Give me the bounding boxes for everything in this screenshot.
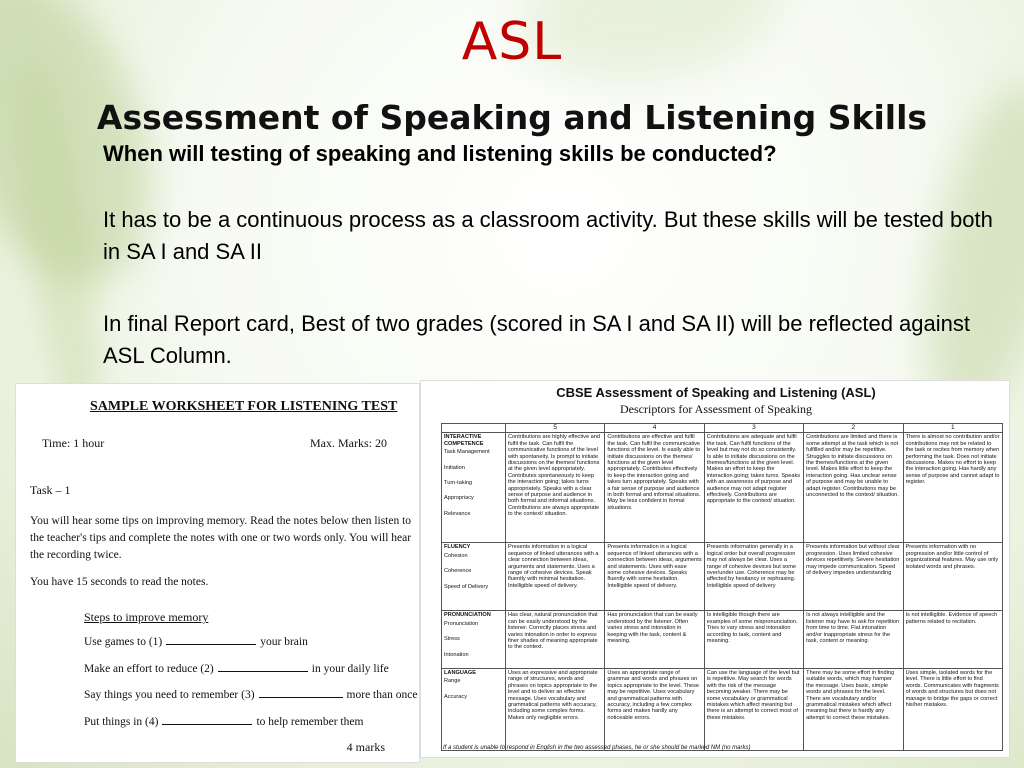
table-row <box>442 611 1003 669</box>
body-paragraph: In final Report card, Best of two grades (scored in SA I and SA II) will be reflected against ASL Column. <box>103 311 971 368</box>
worksheet-line <box>84 689 417 701</box>
answer-blank <box>259 697 343 698</box>
criterion: Appropriacy <box>444 495 474 502</box>
cbse-descriptor-table-image <box>420 380 1010 758</box>
table-header-row <box>442 424 1003 433</box>
row-heading: FLUENCY <box>444 544 471 551</box>
table-cell: Uses an expressive and appropriate range of structures, words and phrases on topics appropriate to the level and to deliver an effective message. Uses vocabulary and grammatical patterns with accuracy, including some complex forms. Makes only negligible errors. <box>506 669 605 751</box>
worksheet-reading-time: You have 15 seconds to read the notes. <box>30 576 209 588</box>
cbse-subtitle: Descriptors for Assessment of Speaking <box>620 402 812 416</box>
answer-blank <box>218 671 308 672</box>
worksheet-marks: 4 marks <box>346 740 385 754</box>
worksheet-task: Task – 1 <box>30 483 71 497</box>
line-suffix: to help remember them <box>256 716 364 728</box>
cbse-title: CBSE Assessment of Speaking and Listening (ASL) <box>556 385 876 400</box>
line-prefix: Use games to (1) <box>84 636 163 648</box>
column-header: 4 <box>605 424 704 433</box>
slide-subtitle: Assessment of Speaking and Listening Skills <box>96 98 928 137</box>
line-suffix: in your daily life <box>311 663 389 675</box>
worksheet-time: Time: 1 hour <box>42 436 105 450</box>
table-cell: Presents information with no progression and/or little control of organizational features. May use only isolated words and phrases. <box>903 543 1002 611</box>
descriptor-table <box>441 423 1003 751</box>
table-row <box>442 433 1003 543</box>
table-cell: Presents information generally in a logical order but overall progression may not always be clear. Uses a range of cohesive devices but some over/under use. Coherence may be affected by hesitancy or rephrasing. Intelligible speed of delivery <box>704 543 803 611</box>
table-cell: Presents information in a logical sequence of linked utterances with a connection between ideas, arguments and statements. Uses with ease some cohesive devices. Speaks fluently with some hesitation. Intelligible speed of delivery. <box>605 543 704 611</box>
criterion: Coherence <box>444 568 472 575</box>
worksheet-line <box>84 663 389 675</box>
answer-blank <box>166 644 256 645</box>
row-heading: LANGUAGE <box>444 670 477 677</box>
criterion: Intonation <box>444 651 469 658</box>
line-prefix: Say things you need to remember (3) <box>84 689 255 701</box>
table-cell: There may be some effort in finding suitable words, which may hamper the message. Uses basic, simple words and phrases for the level. There are vocabulary and/or grammatical mistakes which affect meaning but there is hardly any attempt to correct these mistakes. <box>804 669 903 751</box>
criterion: Initiation <box>444 464 465 471</box>
table-cell: Presents information but without clear progression. Uses limited cohesive devices repetitively. Severe hesitation may impede communication. Speed of delivery impedes understanding <box>804 543 903 611</box>
line-suffix: more than once <box>346 689 418 701</box>
worksheet-instructions: You will hear some tips on improving memory. Read the notes below then listen to the teacher's tips and complete the notes with one or two words only. You will hear the recording twice. <box>30 515 412 561</box>
column-header <box>442 424 506 433</box>
table-cell: Is not intelligible. Evidence of speech patterns related to recitation. <box>903 611 1002 669</box>
criterion: Task Management <box>444 449 490 456</box>
column-header: 2 <box>804 424 903 433</box>
row-heading: PRONUNCIATION <box>444 612 491 619</box>
criterion: Speed of Delivery <box>444 583 489 590</box>
line-prefix: Make an effort to reduce (2) <box>84 663 214 675</box>
table-cell: Has clear, natural pronunciation that can be easily understood by the listener. Correctly places stress and varies intonation in order to express finer shades of meaning appropriate to the context. <box>506 611 605 669</box>
line-suffix: your brain <box>260 636 308 648</box>
criterion: Turn-taking <box>444 480 473 487</box>
line-prefix: Put things in (4) <box>84 716 159 728</box>
table-cell: Contributions are limited and there is some attempt at the task which is not fulfilled and/or may be repetitive. Struggles to initiate discussions on the themes/functions at the given level. Makes little effort to keep the interaction going. Has unclear sense of purpose and may be unable to adapt register. Contributions may be unconnected to the context/ situation. <box>804 433 903 543</box>
criteria-cell <box>442 433 506 543</box>
worksheet-title: SAMPLE WORKSHEET FOR LISTENING TEST <box>90 399 398 414</box>
table-cell: Contributions are highly effective and fulfil the task. Can fulfil the communicative functions of the level with spontaneity. Is prompt to initiate discussions on the themes/ functions at the given level appropriately. Contributes spontaneously to keep the interaction going; takes turns appropriately. Speaks with a clear sense of purpose and audience in both formal and informal situations. Contributions are always appropriate to the context/ situation. <box>506 433 605 543</box>
slide-title: ASL <box>461 12 563 72</box>
criterion: Pronunciation <box>444 620 479 627</box>
column-header: 1 <box>903 424 1002 433</box>
criteria-cell <box>442 669 506 751</box>
row-heading: INTERACTIVE COMPETENCE <box>444 434 484 447</box>
table-cell: Can use the language of the level but is repetitive. May search for words with the risk of the message becoming weaker. There may be some vocabulary or grammatical mistakes which affect meaning but there is an attempt to correct most of these mistakes. <box>704 669 803 751</box>
slide-question: When will testing of speaking and listening skills be conducted? <box>103 141 777 166</box>
criteria-cell <box>442 611 506 669</box>
listening-worksheet-image <box>15 383 420 763</box>
table-cell: Has pronunciation that can be easily understood by the listener. Often varies stress and intonation in keeping with the task, content & meaning. <box>605 611 704 669</box>
worksheet-line <box>84 636 308 648</box>
table-cell: There is almost no contribution and/or contributions may not be related to the task or recites from memory when performing the task. Does not initiate discussions. Makes no effort to keep the interaction going. Has hardly any sense of purpose and cannot adapt to register. <box>903 433 1002 543</box>
criterion: Accuracy <box>444 693 468 700</box>
worksheet-max-marks: Max. Marks: 20 <box>310 436 387 450</box>
table-row <box>442 669 1003 751</box>
table-cell: Contributions are adequate and fulfil the task. Can fulfil functions of the level but may not do so consistently. Is able to initiate discussions on the themes/functions at the given level. Makes an effort to keep the interaction going; takes turns. Speaks with an awareness of purpose and audience may not adapt register effectively. Contributions are appropriate to the context/ situation. <box>704 433 803 543</box>
table-cell: Uses simple, isolated words for the level. There is little effort to find words. Communicates with fragments of words and structures but does not manage to bridge the gaps or correct his/her mistakes. <box>903 669 1002 751</box>
table-cell: Is not always intelligible and the listener may have to ask for repetition from time to time. Flat intonation and/or inappropriate stress for the task, content or meaning. <box>804 611 903 669</box>
table-cell: Contributions are effective and fulfil the task. Can fulfil the communicative functions of the level. Is easily able to initiate discussions on the themes/ functions at the given level appropriately. Contributes effectively to keep the interaction going and takes turn appropriately. Speaks with a fair sense of purpose and audience in both formal and informal situations. May be less confident in formal situations. <box>605 433 704 543</box>
table-footnote: If a student is unable to respond in English in the two assessed phases, he or she should be marked NM (no marks) <box>443 745 751 751</box>
body-paragraph: It has to be a continuous process as a classroom activity. But these skills will be tested both in SA I and SA II <box>103 207 993 264</box>
criterion: Relevance <box>444 510 471 517</box>
table-cell: Presents information in a logical sequence of linked utterances with a clear connection between ideas, arguments and statements. Uses a range of cohesive devices. Speak fluently with minimal hesitation. Intelligible speed of delivery. <box>506 543 605 611</box>
criterion: Stress <box>444 636 460 643</box>
table-cell: Uses an appropriate range of grammar and words and phrases on topics appropriate to the level. These may be repetitive. Uses vocabulary and grammatical patterns with accuracy, including a few complex forms and makes hardly any noticeable errors. <box>605 669 704 751</box>
worksheet-line <box>84 716 363 728</box>
table-row <box>442 543 1003 611</box>
table-cell: Is intelligible though there are examples of some mispronunciation. Tries to vary stress and intonation according to task, content and meaning. <box>704 611 803 669</box>
criteria-cell <box>442 543 506 611</box>
criterion: Cohesion <box>444 552 468 559</box>
answer-blank <box>162 724 252 725</box>
criterion: Range <box>444 678 461 685</box>
column-header: 3 <box>704 424 803 433</box>
column-header: 5 <box>506 424 605 433</box>
worksheet-steps-heading: Steps to improve memory <box>84 610 209 624</box>
